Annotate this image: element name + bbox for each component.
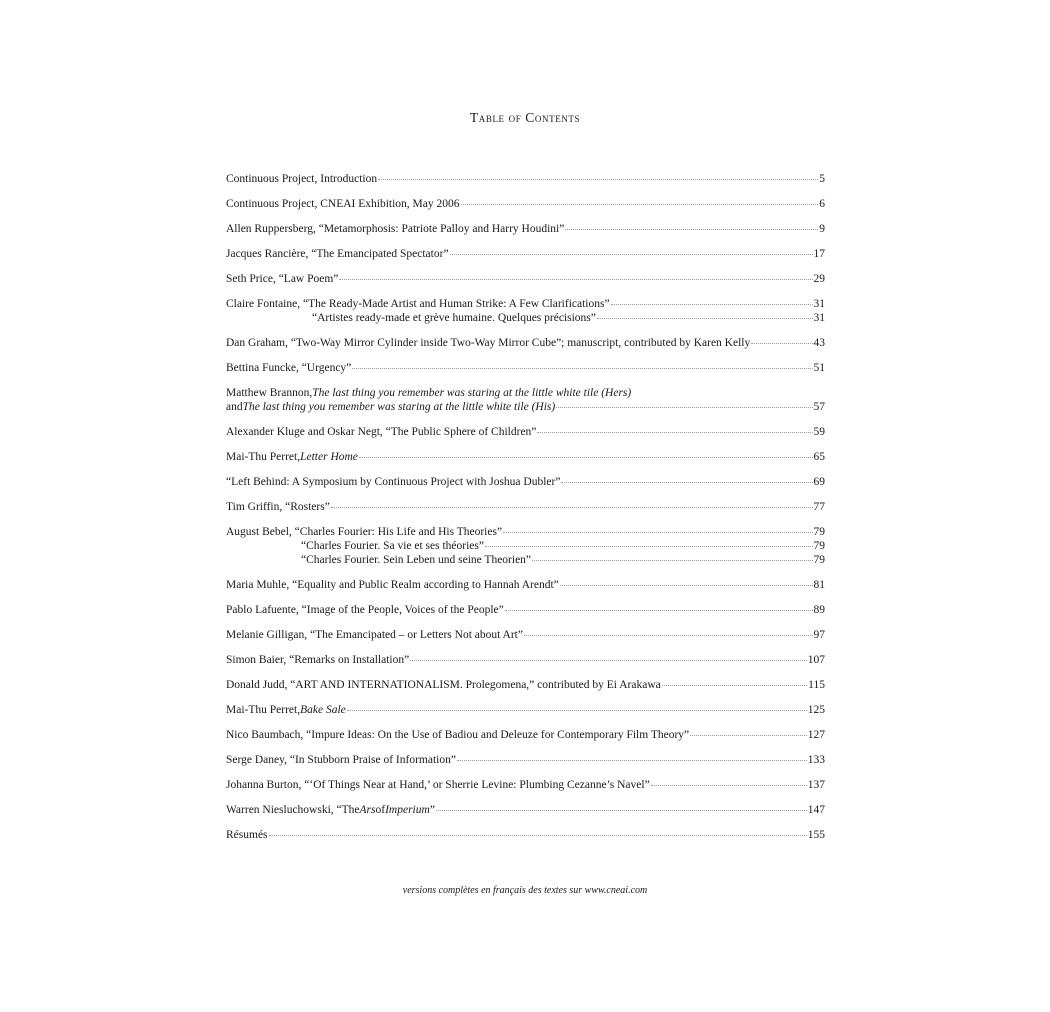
toc-entry-title-italic: Bake Sale (300, 704, 346, 716)
toc-entry-title-mid: of (375, 804, 386, 816)
toc-entry-author: Matthew Brannon, (226, 387, 313, 399)
toc-entry-kluge-negt (226, 425, 825, 439)
toc-entry-title: Dan Graham, “Two-Way Mirror Cylinder inside Two-Way Mirror Cube”; manuscript, contributed by Karen Kelly (226, 337, 751, 349)
toc-entry-title-italic: Letter Home (300, 451, 358, 463)
toc-entry-funcke (226, 361, 825, 375)
toc-entry-baier (226, 653, 825, 667)
dot-leader (651, 785, 807, 786)
toc-page-number: 69 (813, 476, 825, 488)
toc-entry-title: “Charles Fourier. Sa vie et ses théories” (301, 540, 484, 552)
dot-leader (560, 585, 813, 586)
toc-page-number: 65 (813, 451, 825, 463)
toc-page-number: 57 (813, 401, 825, 413)
toc-entry-cneai-exhibition (226, 197, 825, 211)
toc-entry-muhle (226, 578, 825, 592)
toc-entry-bebel (226, 525, 825, 567)
toc-entry-daney (226, 753, 825, 767)
toc-entry-title: Continuous Project, Introduction (226, 173, 378, 185)
dot-leader (461, 204, 819, 205)
toc-page-number: 79 (813, 540, 825, 552)
dot-leader (690, 735, 807, 736)
dot-leader (503, 532, 812, 533)
toc-entry-title-italic: Ars (359, 804, 376, 816)
dot-leader (436, 810, 807, 811)
toc-entry-title: Allen Ruppersberg, “Metamorphosis: Patriote Palloy and Harry Houdini” (226, 223, 565, 235)
toc-entry-judd (226, 678, 825, 692)
dot-leader (269, 835, 807, 836)
dot-leader (524, 635, 813, 636)
toc-entry-resumes (226, 828, 825, 842)
toc-entry-title: “Artistes ready-made et grève humaine. Quelques précisions” (312, 312, 596, 324)
dot-leader (611, 304, 813, 305)
toc-entry-title: Melanie Gilligan, “The Emancipated – or Letters Not about Art” (226, 629, 523, 641)
toc-entry-conjunction: and (226, 401, 243, 413)
toc-entry-introduction (226, 172, 825, 186)
toc-entry-title-italic: The last thing you remember was staring at the little white tile (Hers) (312, 387, 632, 399)
toc-entry-title: Pablo Lafuente, “Image of the People, Voices of the People” (226, 604, 504, 616)
dot-leader (505, 610, 813, 611)
toc-page-number: 115 (808, 679, 825, 691)
toc-page-number: 79 (813, 554, 825, 566)
toc-entry-title: Johanna Burton, “‘Of Things Near at Hand,’ or Sherrie Levine: Plumbing Cezanne’s Navel” (226, 779, 650, 791)
dot-leader (565, 229, 818, 230)
toc-entry-perret-letter-home (226, 450, 825, 464)
dot-leader (561, 482, 812, 483)
table-of-contents (226, 172, 825, 853)
dot-leader (331, 507, 813, 508)
dot-leader (532, 560, 812, 561)
toc-entry-title: “Left Behind: A Symposium by Continuous Project with Joshua Dubler” (226, 476, 561, 488)
toc-page-number: 133 (807, 754, 825, 766)
toc-page-number: 5 (819, 173, 825, 185)
toc-entry-title: Alexander Kluge and Oskar Negt, “The Public Sphere of Children” (226, 426, 537, 438)
toc-page-number: 81 (813, 579, 825, 591)
dot-leader (359, 457, 813, 458)
toc-page-number: 79 (813, 526, 825, 538)
toc-entry-author: Mai-Thu Perret, (226, 451, 301, 463)
dot-leader (597, 318, 813, 319)
dot-leader (450, 254, 813, 255)
toc-entry-title: Simon Baier, “Remarks on Installation” (226, 654, 410, 666)
toc-page-number: 29 (813, 273, 825, 285)
toc-entry-title-italic: The last thing you remember was staring at the little white tile (His) (242, 401, 556, 413)
toc-entry-lafuente (226, 603, 825, 617)
toc-page-number: 147 (807, 804, 825, 816)
toc-page-number: 107 (807, 654, 825, 666)
toc-page-number: 155 (807, 829, 825, 841)
toc-entry-ruppersberg (226, 222, 825, 236)
toc-page-number: 127 (807, 729, 825, 741)
toc-entry-burton (226, 778, 825, 792)
dot-leader (485, 546, 813, 547)
toc-entry-title: Continuous Project, CNEAI Exhibition, May 2006 (226, 198, 460, 210)
toc-entry-title-suffix: ” (429, 804, 435, 816)
toc-page-number: 97 (813, 629, 825, 641)
dot-leader (556, 407, 812, 408)
toc-page-number: 31 (813, 312, 825, 324)
toc-page-number: 31 (813, 298, 825, 310)
toc-page-number: 59 (813, 426, 825, 438)
dot-leader (347, 710, 807, 711)
dot-leader (339, 279, 812, 280)
toc-entry-title: August Bebel, “Charles Fourier: His Life and His Theories” (226, 526, 503, 538)
toc-entry-title: Maria Muhle, “Equality and Public Realm according to Hannah Arendt” (226, 579, 559, 591)
dot-leader (662, 685, 807, 686)
toc-entry-left-behind (226, 475, 825, 489)
dot-leader (751, 343, 812, 344)
dot-leader (378, 179, 818, 180)
toc-entry-baumbach (226, 728, 825, 742)
toc-entry-title: Nico Baumbach, “Impure Ideas: On the Use of Badiou and Deleuze for Contemporary Film Theory” (226, 729, 690, 741)
toc-page-number: 77 (813, 501, 825, 513)
dot-leader (537, 432, 812, 433)
toc-page-number: 6 (819, 198, 825, 210)
toc-entry-author: Mai-Thu Perret, (226, 704, 301, 716)
toc-entry-title: Claire Fontaine, “The Ready-Made Artist and Human Strike: A Few Clarifications” (226, 298, 610, 310)
toc-entry-ranciere (226, 247, 825, 261)
toc-entry-price (226, 272, 825, 286)
toc-entry-title: Serge Daney, “In Stubborn Praise of Information” (226, 754, 456, 766)
toc-entry-perret-bake-sale (226, 703, 825, 717)
toc-entry-title: Donald Judd, “ART AND INTERNATIONALISM. Prolegomena,” contributed by Ei Arakawa (226, 679, 661, 691)
toc-page-number: 51 (813, 362, 825, 374)
dot-leader (410, 660, 807, 661)
toc-entry-fontaine (226, 297, 825, 325)
footer-note: versions complètes en français des textes sur www.cneai.com (402, 885, 648, 896)
toc-entry-title: Seth Price, “Law Poem” (226, 273, 339, 285)
toc-entry-title: Bettina Funcke, “Urgency” (226, 362, 352, 374)
toc-entry-author: Warren Niesluchowski, “The (226, 804, 360, 816)
dot-leader (352, 368, 812, 369)
toc-entry-niesluchowski (226, 803, 825, 817)
toc-page-number: 43 (813, 337, 825, 349)
toc-page-number: 89 (813, 604, 825, 616)
toc-entry-title: Jacques Rancière, “The Emancipated Spectator” (226, 248, 449, 260)
toc-page-number: 9 (819, 223, 825, 235)
toc-entry-title: Tim Griffin, “Rosters” (226, 501, 330, 513)
toc-entry-title: Résumés (226, 829, 268, 841)
page-title: Table of Contents (469, 110, 581, 125)
toc-entry-griffin (226, 500, 825, 514)
toc-page-number: 137 (807, 779, 825, 791)
toc-page-number: 125 (807, 704, 825, 716)
toc-entry-title-italic: Imperium (385, 804, 430, 816)
toc-entry-title: “Charles Fourier. Sein Leben und seine Theorien” (301, 554, 532, 566)
toc-entry-gilligan (226, 628, 825, 642)
toc-page-number: 17 (813, 248, 825, 260)
dot-leader (457, 760, 807, 761)
toc-entry-brannon (226, 386, 825, 414)
toc-entry-graham (226, 336, 825, 350)
